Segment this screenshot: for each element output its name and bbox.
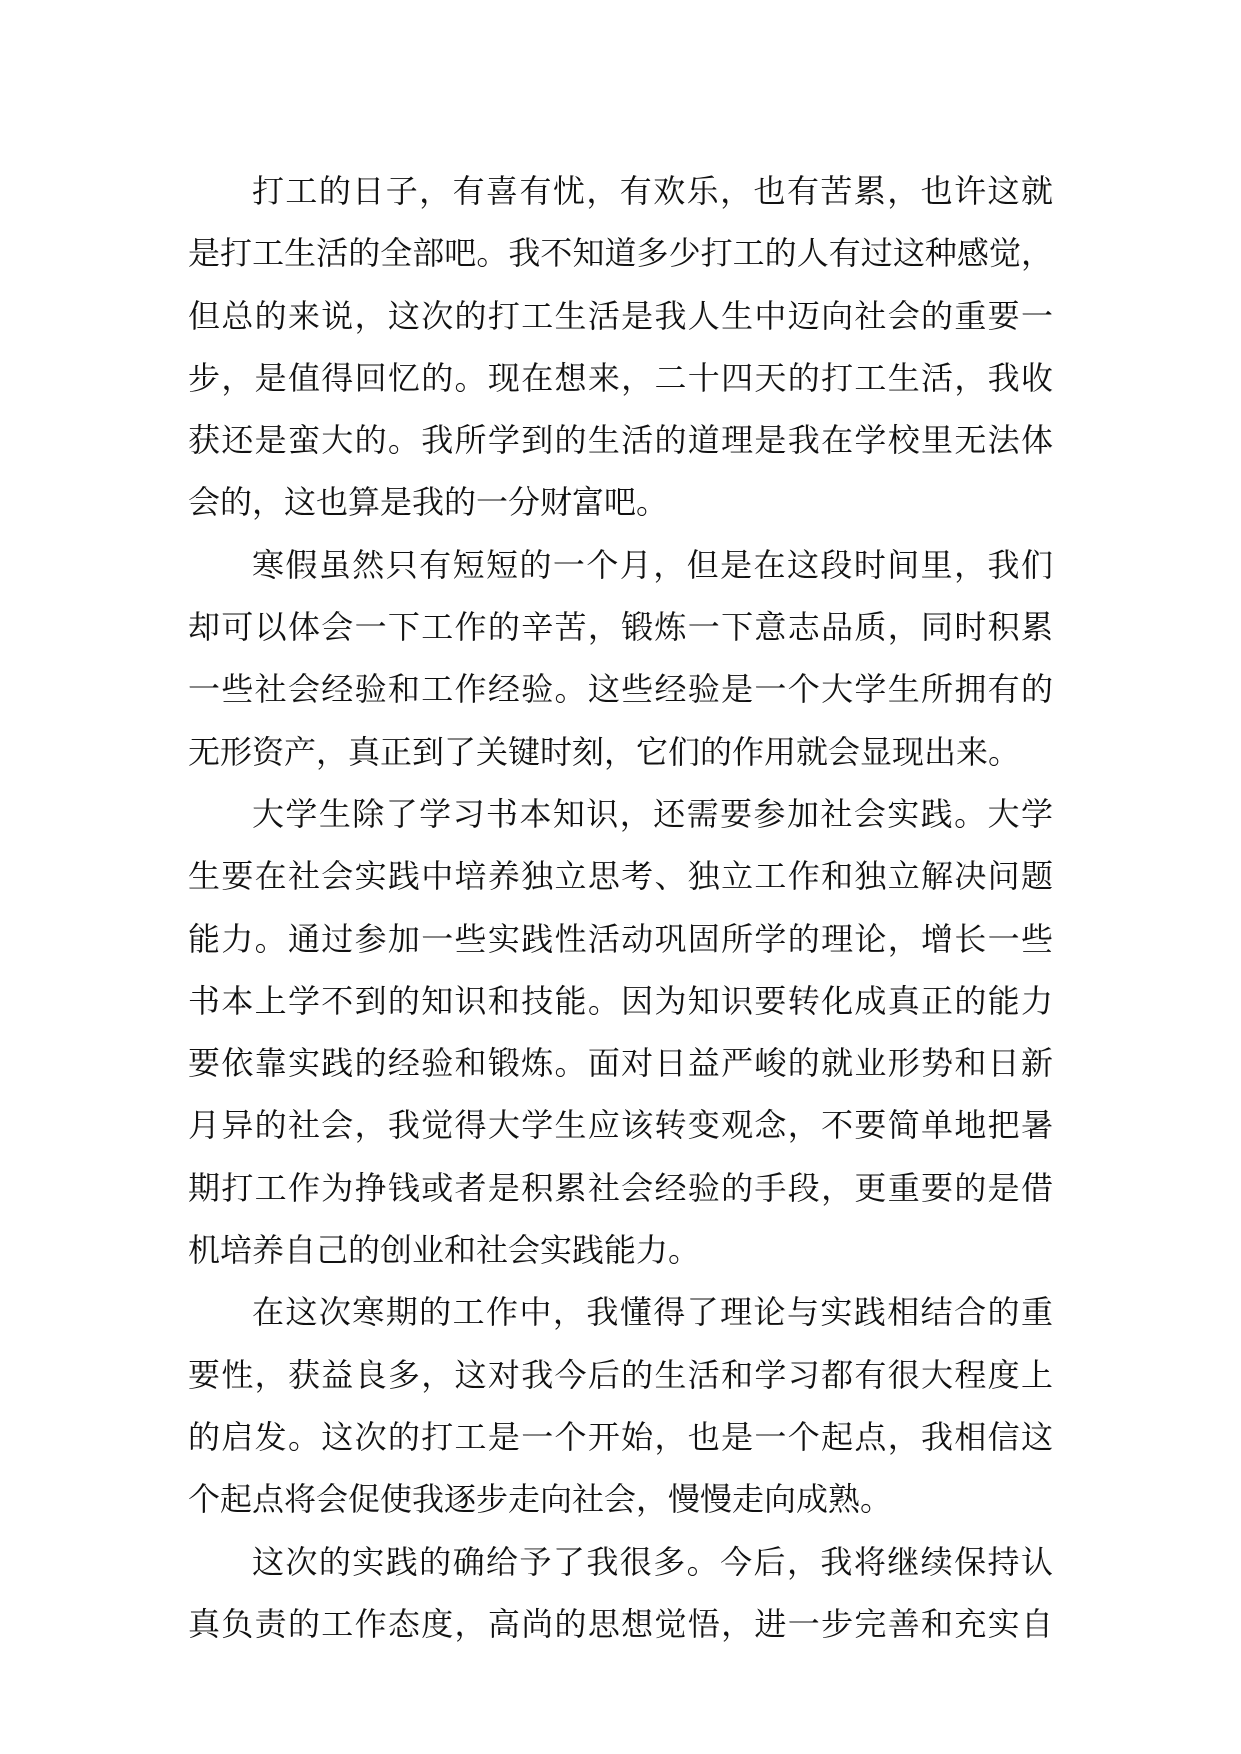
paragraph-5 bbox=[188, 1531, 1053, 1656]
text-line: 但总的来说，这次的打工生活是我人生中迈向社会的重要一 bbox=[188, 296, 1053, 335]
text-line: 却可以体会一下工作的辛苦，锻炼一下意志品质，同时积累 bbox=[188, 608, 1053, 647]
text-line: 一些社会经验和工作经验。这些经验是一个大学生所拥有的 bbox=[188, 670, 1053, 709]
text-line: 能力。通过参加一些实践性活动巩固所学的理论，增长一些 bbox=[188, 919, 1053, 958]
text-line: 的启发。这次的打工是一个开始，也是一个起点，我相信这 bbox=[188, 1417, 1053, 1456]
text-line: 在这次寒期的工作中，我懂得了理论与实践相结合的重 bbox=[252, 1293, 1053, 1332]
paragraph-3 bbox=[188, 783, 1053, 1281]
paragraph-2 bbox=[188, 534, 1053, 783]
paragraph-4 bbox=[188, 1281, 1053, 1530]
text-line: 步，是值得回忆的。现在想来，二十四天的打工生活，我收 bbox=[188, 358, 1053, 397]
document-body bbox=[188, 160, 1053, 1655]
text-line: 期打工作为挣钱或者是积累社会经验的手段，更重要的是借 bbox=[188, 1168, 1053, 1207]
text-line: 打工的日子，有喜有忧，有欢乐，也有苦累，也许这就 bbox=[252, 172, 1053, 210]
text-line: 会的，这也算是我的一分财富吧。 bbox=[188, 483, 669, 522]
text-line: 个起点将会促使我逐步走向社会，慢慢走向成熟。 bbox=[188, 1480, 893, 1519]
text-line: 真负责的工作态度，高尚的思想觉悟，进一步完善和充实自 bbox=[188, 1604, 1053, 1643]
text-line: 机培养自己的创业和社会实践能力。 bbox=[188, 1231, 701, 1270]
text-line: 无形资产，真正到了关键时刻，它们的作用就会显现出来。 bbox=[188, 732, 1021, 771]
text-line: 生要在社会实践中培养独立思考、独立工作和独立解决问题 bbox=[188, 857, 1053, 896]
text-line: 要依靠实践的经验和锻炼。面对日益严峻的就业形势和日新 bbox=[188, 1044, 1053, 1083]
text-line: 寒假虽然只有短短的一个月，但是在这段时间里，我们 bbox=[252, 545, 1053, 584]
text-line: 大学生除了学习书本知识，还需要参加社会实践。大学 bbox=[252, 794, 1053, 833]
text-line: 要性，获益良多，这对我今后的生活和学习都有很大程度上 bbox=[188, 1355, 1053, 1394]
text-line: 这次的实践的确给予了我很多。今后，我将继续保持认 bbox=[252, 1542, 1053, 1581]
text-line: 获还是蛮大的。我所学到的生活的道理是我在学校里无法体 bbox=[188, 421, 1053, 460]
text-line: 是打工生活的全部吧。我不知道多少打工的人有过这种感觉， bbox=[188, 234, 1053, 273]
text-line: 月异的社会，我觉得大学生应该转变观念，不要简单地把暑 bbox=[188, 1106, 1053, 1145]
paragraph-1 bbox=[188, 160, 1053, 534]
text-line: 书本上学不到的知识和技能。因为知识要转化成真正的能力 bbox=[188, 981, 1053, 1020]
